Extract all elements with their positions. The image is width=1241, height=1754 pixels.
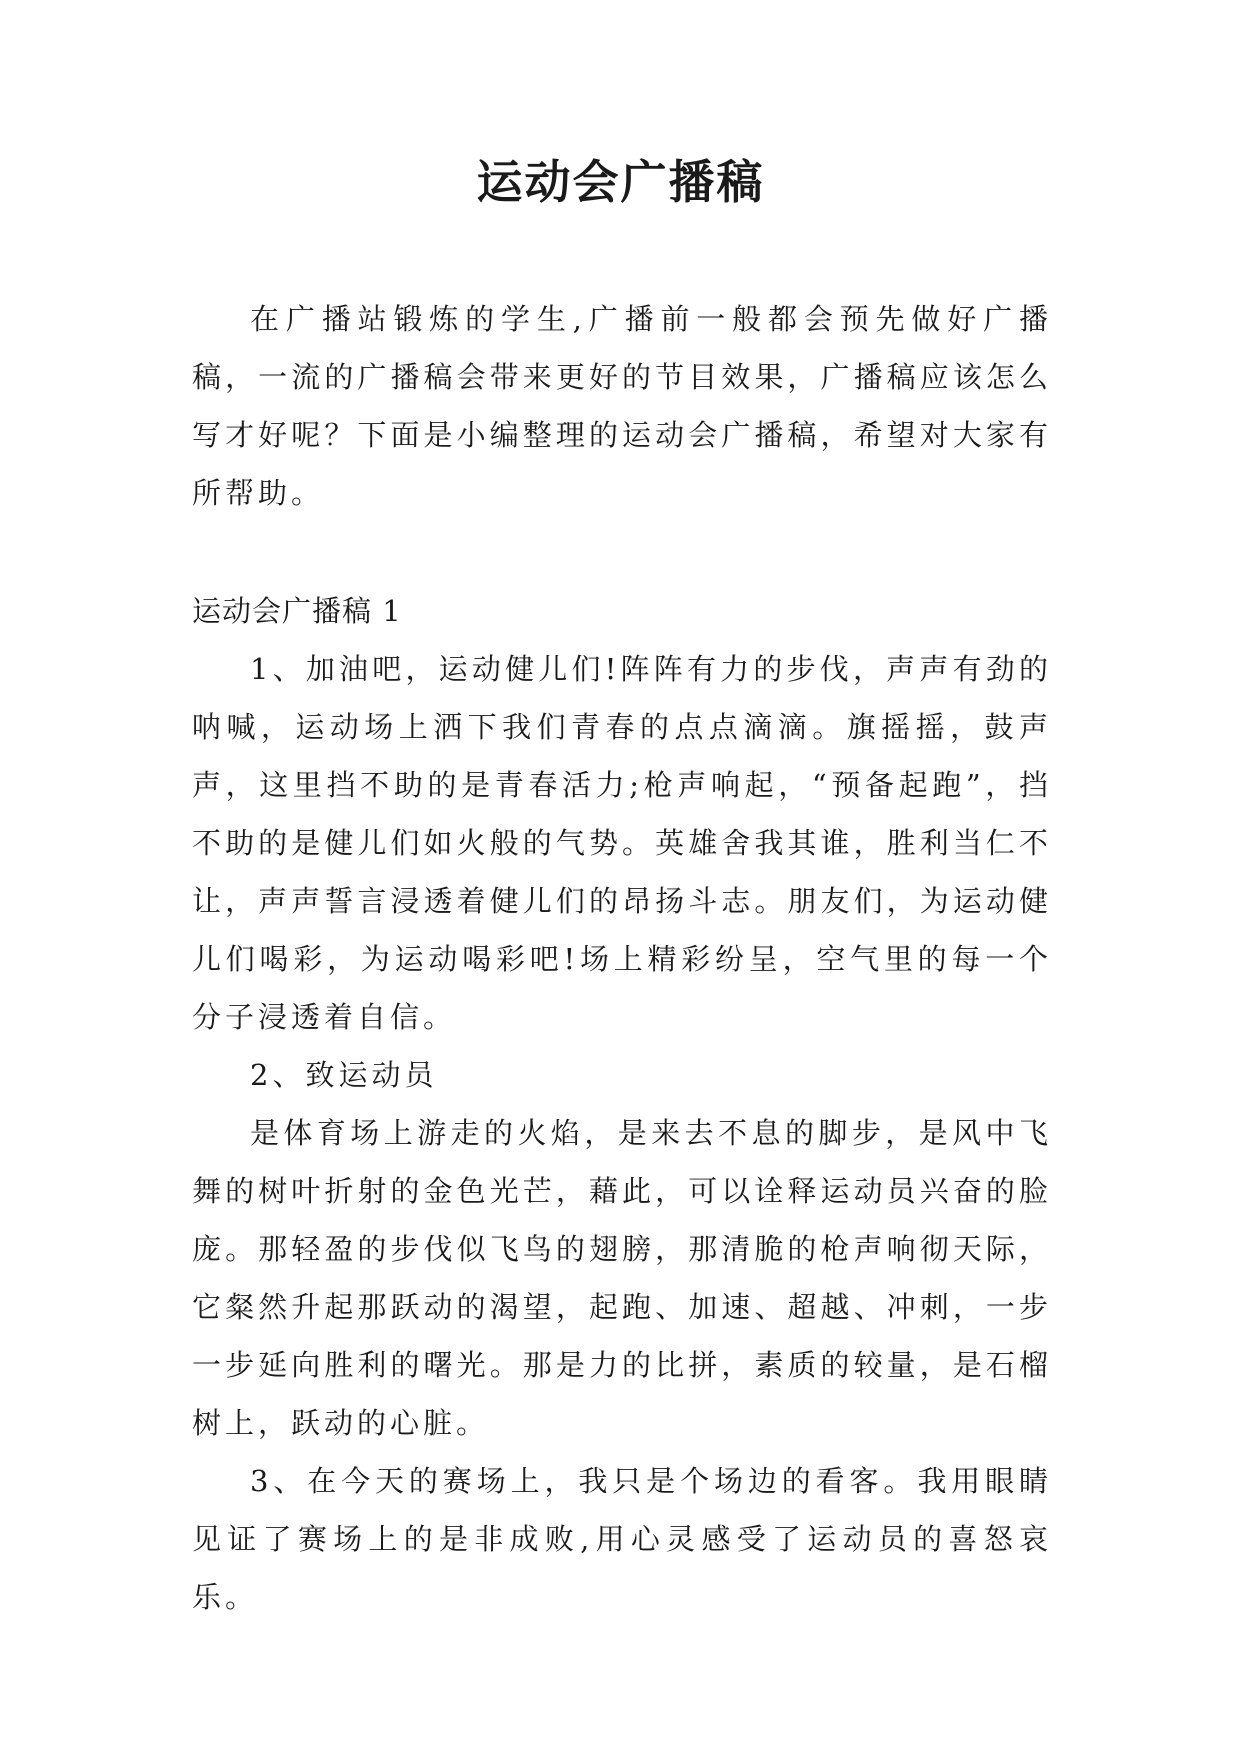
- document-body: [192, 290, 1052, 1626]
- section-heading: 运动会广播稿 1: [192, 594, 402, 628]
- intro-paragraph: 在广播站锻炼的学生,广播前一般都会预先做好广播稿，一流的广播稿会带来更好的节目效果，广播稿应该怎么写才好呢？下面是小编整理的运动会广播稿，希望对大家有所帮助。: [192, 302, 1052, 510]
- paragraph-1: 1、加油吧，运动健儿们!阵阵有力的步伐，声声有劲的呐喊，运动场上洒下我们青春的点点滴滴。旗摇摇，鼓声声，这里挡不助的是青春活力;枪声响起，“预备起跑”，挡不助的是健儿们如火般的气势。英雄舍我其谁，胜利当仁不让，声声誓言浸透着健儿们的昂扬斗志。朋友们，为运动健儿们喝彩，为运动喝彩吧!场上精彩纷呈，空气里的每一个分子浸透着自信。: [192, 652, 1052, 1034]
- paragraph-3: 3、在今天的赛场上，我只是个场边的看客。我用眼睛见证了赛场上的是非成败,用心灵感受了运动员的喜怒哀乐。: [192, 1464, 1052, 1614]
- document-title: 运动会广播稿: [476, 155, 765, 209]
- paragraph-2: 是体育场上游走的火焰，是来去不息的脚步，是风中飞舞的树叶折射的金色光芒，藉此，可以诠释运动员兴奋的脸庞。那轻盈的步伐似飞鸟的翅膀，那清脆的枪声响彻天际，它粲然升起那跃动的渴望，起跑、加速、超越、冲刺，一步一步延向胜利的曙光。那是力的比拼，素质的较量，是石榴树上，跃动的心脏。: [192, 1116, 1052, 1440]
- paragraph-2-heading: 2、致运动员: [250, 1058, 438, 1092]
